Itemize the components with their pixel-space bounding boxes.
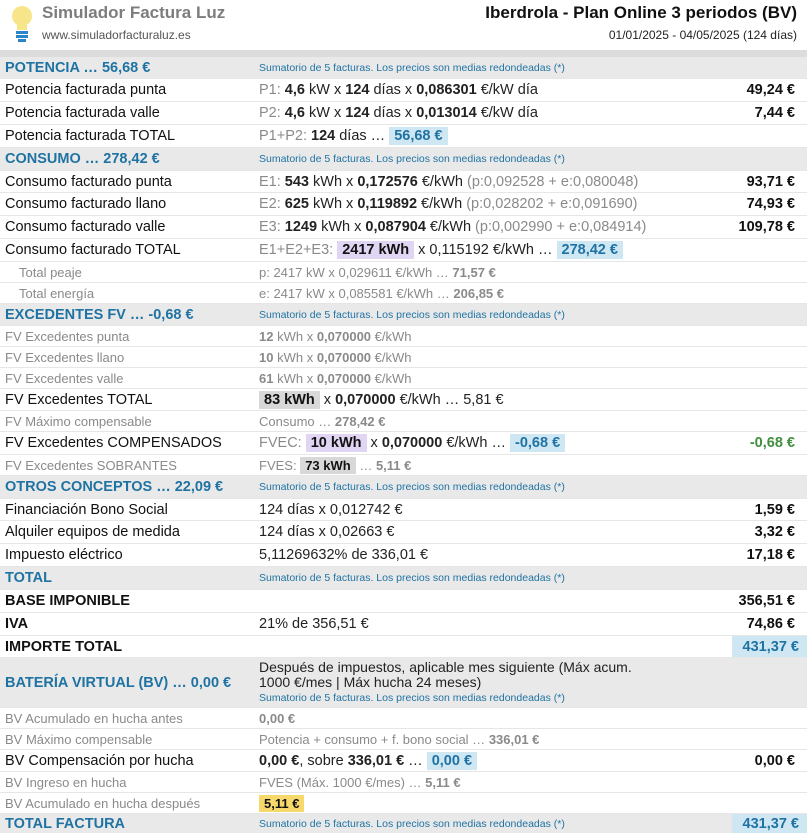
row-label: Potencia facturada TOTAL <box>5 128 176 144</box>
row-formula: P1: 4,6 kW x 124 días x 0,086301 €/kW día <box>259 82 538 98</box>
row-formula: Consumo … 278,42 € <box>259 413 386 429</box>
otros-alquiler-row <box>0 521 807 544</box>
row-label: BASE IMPONIBLE <box>5 593 130 609</box>
fv-maximo-row <box>0 411 807 432</box>
header-divider <box>0 50 807 57</box>
row-label: Consumo facturado llano <box>5 196 167 212</box>
row-label: Consumo facturado TOTAL <box>5 242 181 258</box>
bv-compensacion-value: 0,00 € <box>427 752 477 770</box>
row-amount: 74,86 € <box>746 616 795 632</box>
otros-bono-row <box>0 499 807 521</box>
fv-compensados-kwh: 10 kWh <box>306 434 367 452</box>
row-label: Alquiler equipos de medida <box>5 524 180 540</box>
row-amount: 0,00 € <box>754 752 795 769</box>
plan-title: Iberdrola - Plan Online 3 periodos (BV) <box>485 3 797 22</box>
row-formula <box>259 796 304 811</box>
section-note: Sumatorio de 5 facturas. Los precios son medias redondeadas (*) <box>259 308 565 321</box>
lightbulb-icon <box>10 4 34 44</box>
brand-url[interactable]: www.simuladorfacturaluz.es <box>42 28 191 42</box>
row-amount: 93,71 € <box>746 173 795 190</box>
row-label: FV Excedentes llano <box>5 349 125 365</box>
bv-description: Después de impuestos, aplicable mes siguiente (Máx acum. 1000 €/mes | Máx hucha 24 meses) <box>259 659 632 690</box>
potencia-total-row <box>0 125 807 148</box>
section-note: Sumatorio de 5 facturas. Los precios son medias redondeadas (*) <box>259 153 565 165</box>
row-label: Consumo facturado punta <box>5 173 172 190</box>
row-label: Potencia facturada punta <box>5 82 167 98</box>
bv-despues-value: 5,11 € <box>259 795 304 812</box>
row-formula: 124 días x 0,012742 € <box>259 501 403 518</box>
row-label: FV Excedentes COMPENSADOS <box>5 435 222 451</box>
row-formula: 0,00 €, sobre 336,01 € … 0,00 € <box>259 753 477 769</box>
row-formula: 124 días x 0,02663 € <box>259 524 395 540</box>
row-label: FV Excedentes TOTAL <box>5 391 153 408</box>
fv-compensados-row <box>0 432 807 455</box>
section-potencia <box>0 57 807 79</box>
consumo-energia-row <box>0 283 807 304</box>
potencia-valle-row <box>0 102 807 125</box>
row-amount: 109,78 € <box>738 219 795 235</box>
row-formula: P2: 4,6 kW x 124 días x 0,013014 €/kW día <box>259 105 538 121</box>
consumo-valle-row <box>0 216 807 239</box>
row-label: FV Excedentes SOBRANTES <box>5 457 177 473</box>
row-label: FV Máximo compensable <box>5 413 152 429</box>
section-title: TOTAL FACTURA <box>5 815 126 832</box>
potencia-total-value: 56,68 € <box>389 127 447 145</box>
row-label: BV Acumulado en hucha después <box>5 795 201 811</box>
row-amount: 49,24 € <box>746 82 795 98</box>
section-note: Sumatorio de 5 facturas. Los precios son medias redondeadas (*) <box>259 481 565 493</box>
row-label: IMPORTE TOTAL <box>5 638 123 655</box>
page-header <box>0 0 807 50</box>
row-amount: 3,32 € <box>754 524 795 540</box>
section-consumo <box>0 148 807 171</box>
consumo-total-value: 278,42 € <box>557 241 623 259</box>
section-title: OTROS CONCEPTOS … 22,09 € <box>5 479 224 495</box>
row-label: IVA <box>5 616 29 632</box>
row-formula: P1+P2: 124 días … 56,68 € <box>259 128 448 144</box>
fv-llano-row <box>0 347 807 368</box>
row-formula: E1: 543 kWh x 0,172576 €/kWh (p:0,092528 + e:0,080048) <box>259 173 639 190</box>
bv-maximo-row <box>0 729 807 750</box>
consumo-total-kwh: 2417 kWh <box>337 241 414 259</box>
row-label: Total peaje <box>19 264 82 280</box>
fv-sobrantes-kwh: 73 kWh <box>300 457 356 474</box>
row-label: Financiación Bono Social <box>5 501 168 518</box>
row-formula: e: 2417 kW x 0,085581 €/kWh … 206,85 € <box>259 285 504 301</box>
row-formula: 83 kWh x 0,070000 €/kWh … 5,81 € <box>259 392 504 408</box>
plan-dates: 01/01/2025 - 04/05/2025 (124 días) <box>608 28 797 42</box>
row-label: Total energía <box>19 285 95 301</box>
row-amount: 7,44 € <box>754 105 795 121</box>
section-title: TOTAL <box>5 570 52 586</box>
row-label: Potencia facturada valle <box>5 105 160 121</box>
row-formula: 5,11269632% de 336,01 € <box>259 547 429 563</box>
fv-total-kwh: 83 kWh <box>259 391 320 409</box>
row-formula: 12 kWh x 0,070000 €/kWh <box>259 328 412 344</box>
fv-valle-row <box>0 368 807 389</box>
section-note: Sumatorio de 5 facturas. Los precios son medias redondeadas (*) <box>259 817 565 830</box>
row-amount: -0,68 € <box>749 435 795 451</box>
row-formula: FVES: 73 kWh … 5,11 € <box>259 457 412 473</box>
row-label: FV Excedentes valle <box>5 370 124 386</box>
fv-punta-row <box>0 326 807 347</box>
row-amount: 17,18 € <box>746 547 795 563</box>
section-note: Sumatorio de 5 facturas. Los precios son medias redondeadas (*) <box>259 572 565 584</box>
iva-row <box>0 613 807 636</box>
section-note: Sumatorio de 5 facturas. Los precios son medias redondeadas (*) <box>259 692 565 704</box>
otros-impuesto-row <box>0 544 807 567</box>
consumo-peaje-row <box>0 262 807 283</box>
row-formula: 61 kWh x 0,070000 €/kWh <box>259 370 412 386</box>
base-imponible-row <box>0 590 807 613</box>
row-amount: 356,51 € <box>738 593 795 609</box>
row-formula: 10 kWh x 0,070000 €/kWh <box>259 349 412 365</box>
row-amount: 1,59 € <box>754 501 795 518</box>
importe-total-row <box>0 636 807 658</box>
fv-total-row <box>0 389 807 411</box>
row-label: BV Compensación por hucha <box>5 752 194 769</box>
section-otros-conceptos <box>0 476 807 499</box>
bv-antes-row <box>0 708 807 729</box>
row-formula: 21% de 356,51 € <box>259 616 369 632</box>
total-factura-amount: 431,37 € <box>732 814 807 833</box>
fv-sobrantes-row <box>0 455 807 476</box>
consumo-total-row <box>0 239 807 262</box>
row-label: BV Máximo compensable <box>5 731 153 747</box>
brand-name: Simulador Factura Luz <box>42 3 226 22</box>
row-formula: FVES (Máx. 1000 €/mes) … 5,11 € <box>259 774 461 790</box>
section-title: CONSUMO … 278,42 € <box>5 151 160 167</box>
row-amount: 74,93 € <box>746 196 795 212</box>
row-label: FV Excedentes punta <box>5 328 130 344</box>
section-title: POTENCIA … 56,68 € <box>5 59 151 76</box>
section-bateria-virtual <box>0 658 807 708</box>
section-title: BATERÍA VIRTUAL (BV) … 0,00 € <box>5 674 232 691</box>
row-formula: E1+E2+E3: 2417 kWh x 0,115192 €/kWh … 278,42 € <box>259 242 623 258</box>
potencia-punta-row <box>0 79 807 102</box>
row-formula: FVEC: 10 kWh x 0,070000 €/kWh … -0,68 € <box>259 435 565 451</box>
section-note: Sumatorio de 5 facturas. Los precios son medias redondeadas (*) <box>259 61 565 74</box>
section-excedentes-fv <box>0 304 807 326</box>
row-formula: E2: 625 kWh x 0,119892 €/kWh (p:0,028202 + e:0,091690) <box>259 196 638 212</box>
row-label: BV Ingreso en hucha <box>5 774 127 790</box>
row-formula: 0,00 € <box>259 710 296 726</box>
row-formula: E3: 1249 kWh x 0,087904 €/kWh (p:0,002990 + e:0,084914) <box>259 219 647 235</box>
fv-compensados-value: -0,68 € <box>510 434 565 452</box>
section-total <box>0 567 807 590</box>
total-factura-row <box>0 814 807 833</box>
consumo-punta-row <box>0 171 807 193</box>
row-formula: p: 2417 kW x 0,029611 €/kWh … 71,57 € <box>259 264 496 280</box>
section-title: EXCEDENTES FV … -0,68 € <box>5 306 194 323</box>
row-formula: Potencia + consumo + f. bono social … 336,01 € <box>259 731 540 747</box>
importe-total-amount: 431,37 € <box>732 636 807 657</box>
bv-compensacion-row <box>0 750 807 772</box>
bv-despues-row <box>0 793 807 814</box>
bv-ingreso-row <box>0 772 807 793</box>
row-label: Consumo facturado valle <box>5 219 166 235</box>
consumo-llano-row <box>0 193 807 216</box>
row-label: Impuesto eléctrico <box>5 547 123 563</box>
row-label: BV Acumulado en hucha antes <box>5 710 183 726</box>
